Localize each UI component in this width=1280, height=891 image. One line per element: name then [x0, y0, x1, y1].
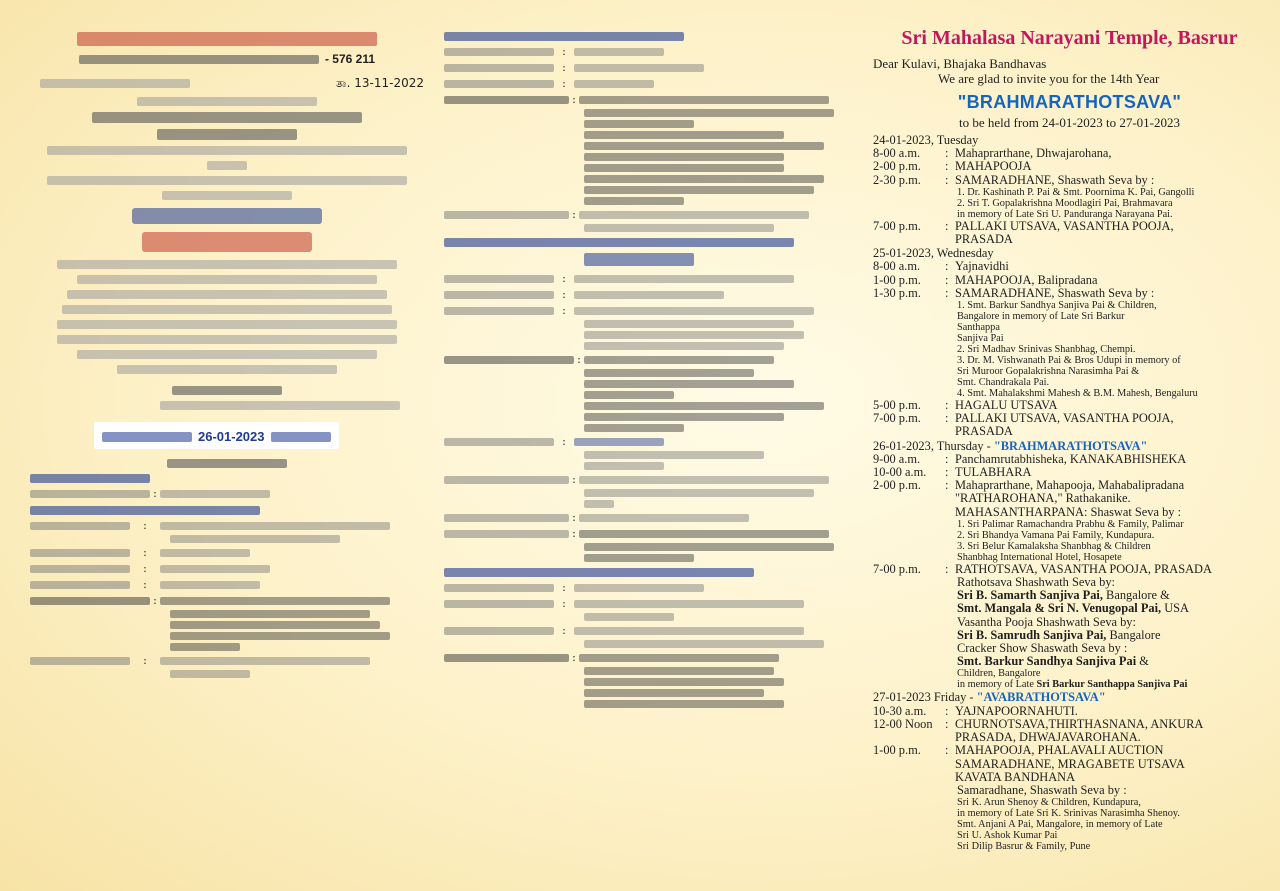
kannada-programme-details [167, 459, 287, 468]
event-time: 1-00 p.m. [873, 272, 921, 287]
seva-sponsor: 2. Sri T. Gopalakrishna Moodlagiri Pai, Brahmavara [957, 197, 1173, 209]
seva-sponsor: Sri K. Arun Shenoy & Children, Kundapura, [957, 797, 1141, 809]
text: & [1136, 654, 1149, 669]
day-2 [873, 247, 1266, 438]
schedule-row [873, 260, 1266, 273]
colon: : [945, 451, 949, 466]
kannada-line [102, 432, 192, 442]
schedule-row [873, 147, 1266, 160]
text: Children, Bangalore [957, 668, 1041, 680]
kannada-invitation-paragraph [30, 260, 424, 374]
colon: : [945, 561, 949, 576]
festival-date-box [94, 422, 339, 449]
colon: : [945, 743, 949, 758]
event-time: 10-00 a.m. [873, 465, 927, 480]
event-desc-line: MAHAPOOJA [955, 159, 1032, 174]
kannada-line [271, 432, 331, 442]
day-date: 24-01-2023, Tuesday [873, 133, 979, 147]
event-time: 1-00 p.m. [873, 743, 921, 758]
event-time: 9-00 a.m. [873, 451, 921, 466]
event-desc [955, 160, 1266, 173]
event-desc-line: Yajnavidhi [955, 259, 1009, 274]
event-desc [955, 744, 1266, 784]
event-desc [955, 287, 1266, 300]
final-seva [873, 784, 1266, 797]
day-1 [873, 134, 1266, 246]
kannada-middle-column [440, 0, 865, 891]
kannada-temple-title [77, 32, 377, 46]
schedule-row [873, 705, 1266, 718]
event-desc-line: TULABHARA [955, 465, 1032, 480]
event-desc-line: SAMARADHANE, Shaswath Seva by : [955, 285, 1155, 300]
kannada-schedule-25-01: : : : : : [444, 32, 857, 232]
event-desc [955, 220, 1266, 246]
event-desc [955, 260, 1266, 273]
kannada-schedule-23-01: : [30, 474, 424, 500]
text: "BRAHMARATHOTSAVA" [993, 438, 1148, 453]
text: Bangalore & [1102, 588, 1170, 603]
colon: : [945, 159, 949, 174]
seva-sponsor: 1. Smt. Barkur Sandhya Sanjiva Pai & Children, [957, 300, 1157, 312]
event-desc [955, 718, 1266, 744]
colon: : [945, 285, 949, 300]
day-date: 25-01-2023, Wednesday [873, 246, 994, 261]
event-desc-line: Mahaprarthane, Mahapooja, Mahabalipradana [955, 478, 1185, 493]
schedule-row [873, 174, 1266, 187]
letter-date: ತಾ. 13-11-2022 [336, 76, 424, 90]
event-desc [955, 174, 1266, 187]
seva-sponsor: 1. Dr. Kashinath P. Pai & Smt. Poornima K. Pai, Gangolli [957, 186, 1195, 198]
text: Sri Barkur Santhappa Sanjiva Pai [1036, 679, 1188, 691]
kannada-schedule-27-01: : : : : [444, 568, 857, 708]
schedule-row [873, 274, 1266, 287]
event-desc [955, 274, 1266, 287]
event-desc-line: HAGALU UTSAVA [955, 398, 1058, 413]
event-time: 10-30 a.m. [873, 703, 927, 718]
temple-title: Sri Mahalasa Narayani Temple, Basrur [901, 27, 1238, 49]
colon: : [945, 465, 949, 480]
event-time: 2-30 p.m. [873, 172, 921, 187]
event-desc-line: Panchamrutabhisheka, KANAKABHISHEKA [955, 451, 1187, 466]
text: Sri B. Samarth Sanjiva Pai, [957, 588, 1103, 603]
text: 26-01-2023, Thursday - [873, 438, 994, 453]
event-time: 8-00 a.m. [873, 259, 921, 274]
seva-sponsor: Sri Dilip Basrur & Family, Pune [957, 841, 1091, 853]
day-4-date [873, 691, 1266, 704]
colon: : [945, 146, 949, 161]
greeting-line [30, 76, 424, 91]
schedule [873, 134, 1266, 852]
kannada-line [47, 176, 407, 185]
kannada-address-line [30, 52, 424, 66]
event-desc-line: "RATHAROHANA," Rathakanike. [955, 491, 1131, 506]
seva-sponsor: 2. Sri Bhandya Vamana Pai Family, Kundapura. [957, 529, 1155, 541]
seva-sponsor: Santhappa [957, 322, 1000, 334]
kannada-line [162, 191, 292, 200]
seva-sponsor: 1. Sri Palimar Ramachandra Prabhu & Family, Palimar [957, 518, 1184, 530]
schedule-row [873, 718, 1266, 744]
text: Bangalore [1106, 627, 1161, 642]
event-desc-line: PRASADA, DHWAJAVAROHANA. [955, 730, 1141, 745]
seva-sponsor: Bangalore in memory of Late Sri Barkur [957, 311, 1125, 323]
seva-sponsor: Smt. Anjani A Pai, Mangalore, in memory of Late [957, 819, 1163, 831]
kannada-left-column [0, 0, 440, 891]
colon: : [945, 172, 949, 187]
event-desc-line: YAJNAPOORNAHUTI. [955, 703, 1078, 718]
event-time: 8-00 a.m. [873, 146, 921, 161]
schedule-row [873, 220, 1266, 246]
event-time: 2-00 p.m. [873, 478, 921, 493]
text: Rathotsava Shashwath Seva by: [957, 575, 1115, 590]
schedule-row [873, 744, 1266, 784]
kannada-schedule-26-01: : : : : : : : : [444, 238, 857, 562]
seva-sponsor: in memory of Late Sri U. Panduranga Narayana Pai. [957, 208, 1173, 220]
seva-sponsor: Sri Muroor Gopalakrishna Narasimha Pai & [957, 366, 1140, 378]
event-time: 5-00 p.m. [873, 398, 921, 413]
event-desc [955, 412, 1266, 438]
schedule-row [873, 287, 1266, 300]
colon: : [945, 218, 949, 233]
text: Smt. Barkur Sandhya Sanjiva Pai [957, 654, 1137, 669]
seva-sponsor: 2. Sri Madhav Srinivas Shanbhag, Chempi. [957, 344, 1136, 356]
event-desc-line: Mahaprarthane, Dhwajarohana, [955, 146, 1112, 161]
seva-sponsor: Sanjiva Pai [957, 333, 1004, 345]
event-desc-line: PALLAKI UTSAVA, VASANTHA POOJA, [955, 411, 1174, 426]
seva-sponsor: Smt. Chandrakala Pai. [957, 377, 1050, 389]
event-desc-line: SAMARADHANE, Shaswath Seva by : [955, 172, 1155, 187]
event-desc-line: KAVATA BANDHANA [955, 769, 1076, 784]
text: Samaradhane, Shaswath Seva by : [957, 782, 1127, 797]
event-desc [955, 705, 1266, 718]
english-right-column [865, 0, 1280, 891]
event-time: 7-00 p.m. [873, 218, 921, 233]
kannada-line [47, 146, 407, 155]
event-desc-line: MAHAPOOJA, Balipradana [955, 272, 1098, 287]
kannada-brahmarathotsava-heading [142, 232, 312, 252]
text: USA [1161, 601, 1190, 616]
event-desc-line: CHURNOTSAVA,THIRTHASNANA, ANKURA [955, 716, 1204, 731]
colon: : [945, 703, 949, 718]
schedule-row [873, 453, 1266, 466]
invite-line: We are glad to invite you for the 14th Year [938, 71, 1160, 86]
seva-sponsor: Shanbhag International Hotel, Hosapete [957, 551, 1122, 563]
pincode: - 576 211 [324, 52, 376, 66]
colon: : [945, 272, 949, 287]
kannada-schedule-24-01: : : : : : : [30, 506, 424, 678]
colon: : [945, 411, 949, 426]
event-time: 7-00 p.m. [873, 561, 921, 576]
colon: : [945, 398, 949, 413]
event-desc-line: RATHOTSAVA, VASANTHA POOJA, PRASADA [955, 561, 1212, 576]
schedule-row [873, 412, 1266, 438]
event-desc-line: PRASADA [955, 424, 1013, 439]
kannada-signature-title [172, 386, 282, 395]
event-desc-line: PRASADA [955, 232, 1013, 247]
event-time: 1-30 p.m. [873, 285, 921, 300]
text: Smt. Mangala & Sri N. Venugopal Pai, [957, 601, 1162, 616]
event-time: 2-00 p.m. [873, 159, 921, 174]
colon: : [945, 478, 949, 493]
text: Vasantha Pooja Shashwath Seva by: [957, 614, 1136, 629]
festival-name: "BRAHMARATHOTSAVA" [957, 92, 1182, 112]
kannada-line [207, 161, 247, 170]
seva-sponsor: 3. Sri Belur Kamalaksha Shanbhag & Children [957, 540, 1151, 552]
kannada-line [137, 97, 317, 106]
schedule-row [873, 479, 1266, 519]
text: Sri B. Samrudh Sanjiva Pai, [957, 627, 1107, 642]
event-desc-line: SAMARADHANE, MRAGABETE UTSAVA [955, 756, 1185, 771]
text: 27-01-2023 Friday - [873, 690, 977, 705]
kannada-14th-year-heading [132, 208, 322, 224]
event-time: 12-00 Noon [873, 716, 933, 731]
kannada-line [92, 112, 362, 123]
event-desc-line: MAHAPOOJA, PHALAVALI AUCTION [955, 743, 1164, 758]
rathotsava-seva [873, 576, 1266, 690]
seva-sponsor: 4. Smt. Mahalakshmi Mahesh & B.M. Mahesh, Bengaluru [957, 388, 1198, 400]
colon: : [945, 259, 949, 274]
event-desc-line: MAHASANTHARPANA: Shaswat Seva by : [955, 504, 1182, 519]
seva-sponsor: 3. Dr. M. Vishwanath Pai & Bros Udupi in memory of [957, 355, 1181, 367]
festival-dates: to be held from 24-01-2023 to 27-01-2023 [959, 115, 1180, 130]
kannada-line [157, 129, 297, 140]
text: in memory of Late [957, 679, 1037, 691]
event-time: 7-00 p.m. [873, 411, 921, 426]
event-desc [955, 479, 1266, 519]
seva-sponsor: in memory of Late Sri K. Srinivas Narasimha Shenoy. [957, 808, 1180, 820]
seva-sponsor: Sri U. Ashok Kumar Pai [957, 830, 1058, 842]
colon: : [945, 716, 949, 731]
day-3-date [873, 440, 1266, 453]
schedule-row [873, 160, 1266, 173]
text: Cracker Show Shaswath Seva by : [957, 641, 1128, 656]
text: "AVABRATHOTSAVA" [976, 690, 1106, 705]
festival-date: 26-01-2023 [198, 429, 265, 444]
kannada-signature-org [160, 401, 400, 410]
greeting: Dear Kulavi, Bhajaka Bandhavas [873, 56, 1047, 71]
event-desc-line: PALLAKI UTSAVA, VASANTHA POOJA, [955, 218, 1174, 233]
